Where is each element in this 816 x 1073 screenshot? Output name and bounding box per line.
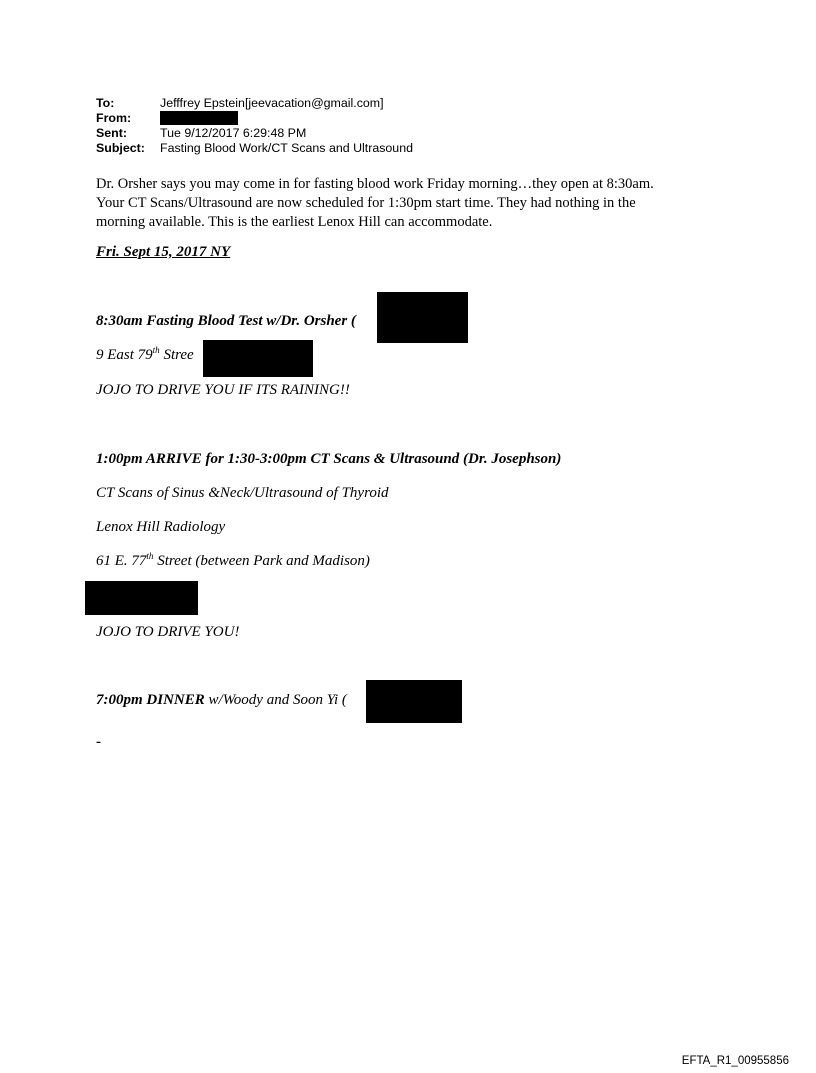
- appt2-line1: CT Scans of Sinus &Neck/Ultrasound of Thyroid: [96, 485, 389, 501]
- to-label: To:: [96, 96, 115, 110]
- appt3-title-rest: w/Woody and Soon Yi (: [204, 692, 347, 708]
- appt1-address-pre: 9 East 79: [96, 347, 153, 363]
- body-paragraph: Dr. Orsher says you may come in for fasting blood work Friday morning…they open at 8:30am. Your CT Scans/Ultrasound are now scheduled for 1:30pm start time. They had nothing in the morning available. This is the earliest Lenox Hill can accommodate.: [96, 176, 654, 230]
- sent-row: [96, 126, 413, 141]
- appt2-title: 1:00pm ARRIVE for 1:30-3:00pm CT Scans & Ultrasound (Dr. Josephson): [96, 451, 562, 467]
- from-redaction: [160, 111, 238, 125]
- email-header: [96, 96, 413, 156]
- subject-value: Fasting Blood Work/CT Scans and Ultrasound: [160, 141, 413, 155]
- appt2-address: [96, 553, 370, 570]
- sent-label: Sent:: [96, 126, 127, 140]
- to-row: [96, 96, 413, 111]
- appt1-title: 8:30am Fasting Blood Test w/Dr. Orsher (: [96, 313, 356, 329]
- appt1-address-post: Stree: [159, 347, 194, 363]
- sent-value: Tue 9/12/2017 6:29:48 PM: [160, 126, 307, 140]
- appt2-line2: Lenox Hill Radiology: [96, 519, 226, 535]
- appt2-address-post: Street (between Park and Madison): [153, 553, 370, 569]
- from-row: [96, 111, 413, 126]
- date-heading: Fri. Sept 15, 2017 NY: [96, 244, 231, 260]
- appt3-title: [96, 692, 347, 709]
- document-id: EFTA_R1_00955856: [681, 1055, 789, 1067]
- to-value: Jefffrey Epstein[jeevacation@gmail.com]: [160, 96, 384, 110]
- appt1-address-sup: th: [152, 345, 160, 355]
- subject-label: Subject:: [96, 141, 145, 155]
- appt3-redaction: [366, 680, 462, 723]
- subject-row: [96, 141, 413, 156]
- appt3-title-bold: 7:00pm DINNER: [96, 692, 205, 708]
- appt1-address: [96, 347, 194, 364]
- from-label: From:: [96, 111, 132, 125]
- appt2-address-sup: th: [146, 551, 154, 561]
- trailing-dash: -: [96, 734, 101, 750]
- appt2-address-pre: 61 E. 77: [96, 553, 147, 569]
- appt1-note: JOJO TO DRIVE YOU IF ITS RAINING!!: [96, 382, 350, 398]
- appt1-address-redaction: [203, 340, 313, 377]
- appt1-phone-redaction: [377, 292, 468, 343]
- appt2-note: JOJO TO DRIVE YOU!: [96, 624, 240, 640]
- appt2-redaction: [85, 581, 198, 615]
